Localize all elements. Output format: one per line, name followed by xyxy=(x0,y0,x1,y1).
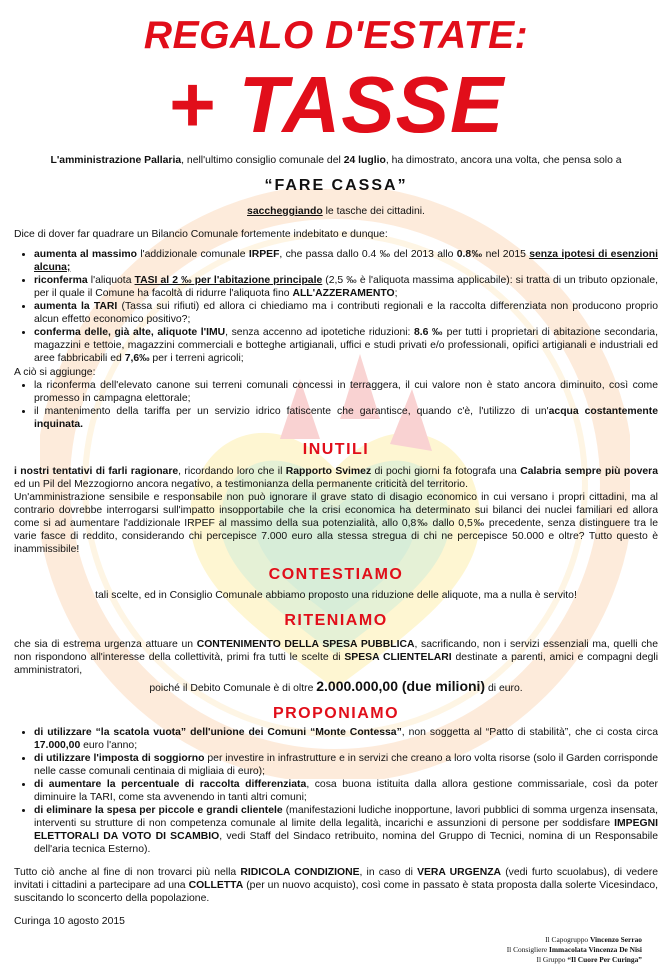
tax-item-tasi: • riconferma l'aliquota TASI al 2 ‰ per l'abitazione principale (2,5 ‰ è l'aliquota massima applicabile): si tratta di un tributo opzionale, per il quale il Comune ha facoltà di ridurre l'aliquota fino ALL'AZZERAMENTO; xyxy=(34,274,658,300)
tax-list xyxy=(14,248,658,365)
dice-line: Dice di dover far quadrare un Bilancio Comunale fortemente indebitato e dunque: xyxy=(14,229,388,240)
proposal-item: • di eliminare la spesa per piccole e grandi clientele (manifestazioni ludiche inopportune, lavori pubblici di somma urgenza insensata, interventi su strutture di non competenza comunale al limite della legalità, incarichi e assunzioni di persone per soddisfare IMPEGNI ELETTORALI DA VOTO DI SCAMBIO, vedi Staff del Sindaco retribuito, nomina del Gruppo di Tecnici, nomina di un Responsabile dell'aria tecnica Esterno). xyxy=(34,804,658,856)
signature-capogruppo: Il Capogruppo Vincenzo Serrao xyxy=(545,935,642,944)
tax-item-tari: • aumenta la TARI (Tassa sui rifiuti) ed allora ci chiediamo ma i contributi regionali e la raccolta differenziata non producono proprio alcun effetto economico positivo?; xyxy=(34,300,658,326)
contestiamo-text: tali scelte, ed in Consiglio Comunale abbiamo proposto una riduzione delle aliquote, ma a nulla è servito! xyxy=(95,590,577,601)
intro-bold-admin: L'amministrazione Pallaria xyxy=(50,155,182,166)
addon-line: A ciò si aggiunge: xyxy=(14,367,96,378)
headline-tasse: + TASSE xyxy=(167,60,505,149)
inutili-paragraph-2: Un'amministrazione sensibile e responsabile non può ignorare il grave stato di disagio economico in cui versano i propri cittadini, ma al contrario dovrebbe interrogarsi sull'impatto insopportabile che la crisi economica ha determinato sui bilanci dei nuclei familiari ed allora come si ad aumentare l'addizionale IRPEF al massimo della sua potenzialità, allo 0,8‰ dallo 0,5‰ precedente, senza distinguere tra le varie fasce di reddito, considerando chi percepisce 7.000 euro alla stessa stregua di chi ne percepisce 50.000 e oltre? Tutto questo è inammissibile! xyxy=(14,492,658,555)
section-title-proponiamo: PROPONIAMO xyxy=(272,705,400,722)
section-title-riteniamo: RITENIAMO xyxy=(284,612,388,629)
tax-item-imu: • conferma delle, già alte, aliquote l'IMU, senza accenno ad ipotetiche riduzioni: 8.6 ‰ per tutti i proprietari di abitazione secondaria, magazzini e tettoie, magazzini commerciali e botteghe artigianali, uffici e studi privati e/o professionali, opifici artigianali e industriali ed aree fabbricabili ed 7,6‰ per i terreni agricoli; xyxy=(34,326,658,365)
tax-item-irpef: • aumenta al massimo l'addizionale comunale IRPEF, che passa dallo 0.4 ‰ del 2013 allo 0.8‰ nel 2015 senza ipotesi di esenzioni alcuna; xyxy=(34,248,658,274)
inutili-paragraph-1: i nostri tentativi di farli ragionare, ricordando loro che il Rapporto Svimez di pochi giorni fa fotografa una Calabria sempre più povera ed un Pil del Mezzogiorno ancora negativo, a testimonianza della permanente criticità del territorio. xyxy=(14,466,658,490)
signatures xyxy=(507,935,642,965)
section-title-inutili: INUTILI xyxy=(302,441,370,458)
signature-consigliere: Il Consigliere Immacolata Vincenza De Nisi xyxy=(506,945,642,954)
proposals-list xyxy=(14,726,658,856)
addon-item-idrico: • il mantenimento della tariffa per un servizio idrico fatiscente che garantisce, quando c'è, l'utilizzo di un'acqua costantemente inquinata. xyxy=(34,405,658,431)
intro-text: , nell'ultimo consiglio comunale del xyxy=(181,155,344,166)
riteniamo-paragraph: che sia di estrema urgenza attuare un CONTENIMENTO DELLA SPESA PUBBLICA, sacrificando, non i servizi essenziali ma, quelli che non rispondono all'interesse della collettività, primi fra tutti le scelte di SPESA CLIENTELARI destinate a parenti, amici e compagni degli amministratori, xyxy=(14,639,658,676)
saccheggiando-line xyxy=(14,205,658,218)
date-line: Curinga 10 agosto 2015 xyxy=(14,916,125,927)
section-title-contestiamo: CONTESTIAMO xyxy=(268,566,404,583)
fare-cassa-heading: “FARE CASSA” xyxy=(264,177,408,194)
debt-line: poiché il Debito Comunale è di oltre 2.000.000,00 (due milioni) di euro. xyxy=(149,678,523,694)
proposal-item: • di utilizzare “la scatola vuota” dell'unione dei Comuni “Monte Contessa”, non soggetta al “Patto di stabilità”, che ci costa circa 17.000,00 euro l'anno; xyxy=(34,726,658,752)
saccheggiando-text: le tasche dei cittadini. xyxy=(322,206,425,217)
debt-amount: 2.000.000,00 (due milioni) xyxy=(316,678,486,694)
headline-regalo: REGALO D'ESTATE: xyxy=(143,14,529,57)
signature-gruppo: Il Gruppo “Il Cuore Per Curinga” xyxy=(536,955,642,964)
flyer xyxy=(0,14,672,928)
closing-paragraph: Tutto ciò anche al fine di non trovarci più nella RIDICOLA CONDIZIONE, in caso di VERA URGENZA (vedi furto scuolabus), di vedere invitati i cittadini a partecipare ad una COLLETTA (per un nuovo acquisto), così come in passato è stata proposta dalla solerte Vicesindaco, suscitando lo sconcerto della popolazione. xyxy=(14,867,659,904)
intro-paragraph xyxy=(14,154,658,167)
intro-text-end: , ha dimostrato, ancora una volta, che pensa solo a xyxy=(385,155,622,166)
proposal-item: • di aumentare la percentuale di raccolta differenziata, cosa buona istituita dalla allora gestione commissariale, così da poter diminuire la TARI, come sta avvenendo in tanti altri comuni; xyxy=(34,778,658,804)
intro-date: 24 luglio xyxy=(343,155,386,166)
addon-item-terraggera: • la riconferma dell'elevato canone sui terreni comunali concessi in terraggera, il cui valore non è stato ancora diminuito, così come promesso in campagna elettorale; xyxy=(34,379,658,405)
proposal-item: • di utilizzare l'imposta di soggiorno per investire in infrastrutture e in servizi che creano a loro volta risorse (solo il Garden corrisponde nelle casse comunali centinaia di migliaia di euro); xyxy=(34,752,658,778)
addon-list xyxy=(14,379,658,431)
saccheggiando-bold: saccheggiando xyxy=(247,206,323,217)
